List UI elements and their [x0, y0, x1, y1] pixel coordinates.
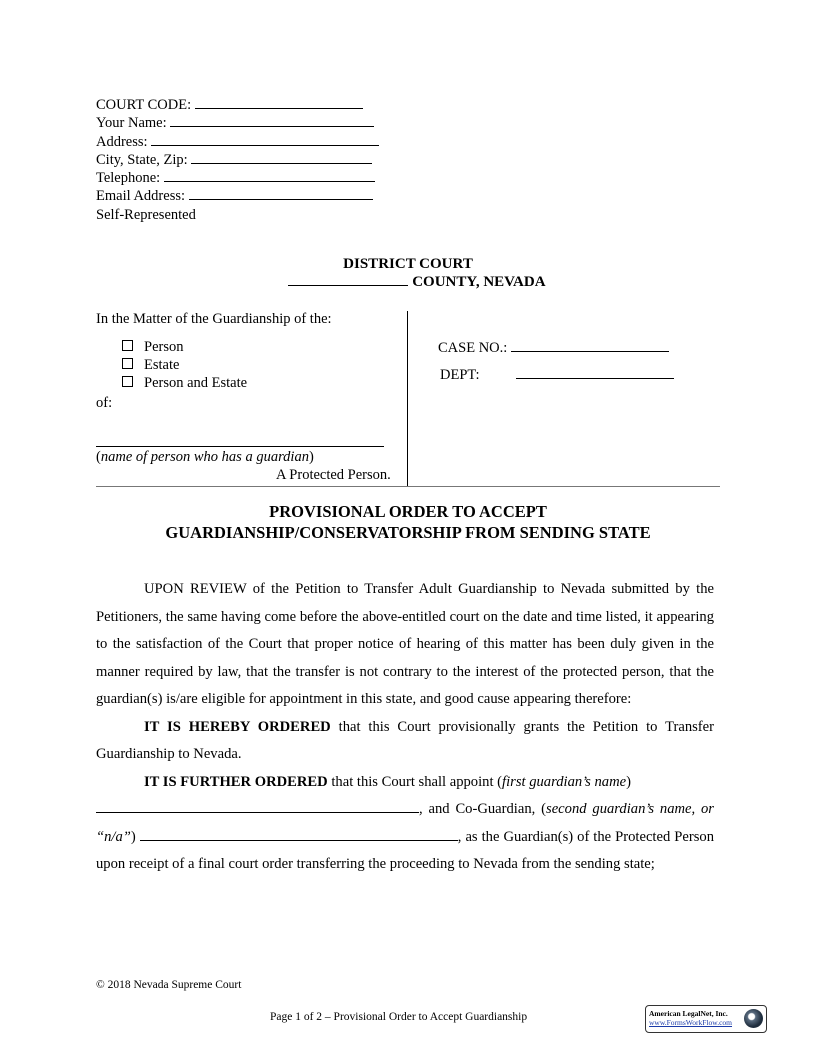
- title-line-2: GUARDIANSHIP/CONSERVATORSHIP FROM SENDING STATE: [165, 523, 651, 542]
- address-field[interactable]: [151, 133, 379, 146]
- hereby-ordered-text: that this Court provisionally grants the Petition to Transfer Guardianship to Nevada.: [96, 718, 714, 762]
- telephone-field[interactable]: [164, 169, 375, 182]
- first-guardian-field[interactable]: [96, 800, 419, 813]
- option-person-label: Person: [144, 339, 184, 355]
- district-court-title: DISTRICT COURT: [343, 256, 473, 272]
- document-title: [0, 501, 816, 543]
- your-name-row: [96, 114, 379, 132]
- court-code-field[interactable]: [195, 96, 363, 109]
- option-estate: [122, 357, 179, 374]
- title-line-1: PROVISIONAL ORDER TO ACCEPT: [269, 502, 547, 521]
- county-line: [18, 273, 816, 291]
- address-label: Address:: [96, 133, 148, 150]
- copyright: © 2018 Nevada Supreme Court: [96, 979, 242, 991]
- telephone-label: Telephone:: [96, 170, 161, 187]
- city-state-zip-field[interactable]: [191, 151, 372, 164]
- option-estate-label: Estate: [144, 357, 180, 373]
- further-ordered-text-e: , as the Guardian(s) of the Protected Person upon receipt of a final court order transferring the proceeding to Nevada from the sending state;: [96, 828, 714, 872]
- email-row: [96, 187, 379, 205]
- protected-person-name-field[interactable]: [96, 446, 384, 447]
- order-body: [96, 576, 714, 879]
- vendor-name: American LegalNet, Inc.: [649, 1009, 728, 1018]
- vendor-logo: [645, 1005, 767, 1033]
- hereby-ordered-paragraph: [96, 714, 714, 769]
- of-label: of:: [96, 395, 113, 411]
- matter-label: In the Matter of the Guardianship of the:: [96, 311, 332, 327]
- self-represented-label: Self-Represented: [96, 206, 196, 223]
- protected-person-label: A Protected Person.: [276, 467, 391, 483]
- city-state-zip-label: City, State, Zip:: [96, 151, 188, 168]
- email-label: Email Address:: [96, 188, 186, 205]
- review-paragraph: UPON REVIEW of the Petition to Transfer Adult Guardianship to Nevada submitted by the Petitioners, the same having come before the above-entitled court on the date and time listed, it appearing to the satisfaction of the Court that proper notice of hearing of this matter has been duly given in the manner required by law, that the transfer is not contrary to the interest of the protected person, that the guardian(s) is/are eligible for appointment in this state, and good cause appearing therefore:: [96, 581, 714, 707]
- page-footer: Page 1 of 2 – Provisional Order to Accept Guardianship: [270, 1011, 528, 1023]
- further-ordered-text-d: ): [130, 828, 136, 845]
- dept-label: DEPT:: [440, 367, 480, 383]
- filer-info-block: [96, 96, 379, 224]
- estate-checkbox[interactable]: [122, 358, 133, 369]
- court-code-label: COURT CODE:: [96, 97, 192, 113]
- court-code-row: [96, 96, 379, 114]
- globe-icon: [744, 1009, 763, 1028]
- email-field[interactable]: [189, 187, 373, 200]
- name-hint-text: name of person who has a guardian: [100, 449, 309, 465]
- case-no-field[interactable]: [511, 339, 669, 352]
- case-no-row: [438, 339, 669, 357]
- caption-divider-vertical: [407, 311, 408, 486]
- first-guardian-hint: first guardian’s name: [502, 773, 627, 790]
- address-row: [96, 133, 379, 151]
- option-person-and-estate-label: Person and Estate: [144, 375, 248, 391]
- caption-divider-horizontal: [96, 486, 720, 487]
- option-person-and-estate: [122, 375, 247, 392]
- option-person: [122, 339, 183, 356]
- further-ordered-text-a: that this Court shall appoint (: [327, 773, 503, 790]
- vendor-url: www.FormsWorkFlow.com: [649, 1018, 733, 1027]
- your-name-label: Your Name:: [96, 115, 167, 132]
- city-state-zip-row: [96, 151, 379, 169]
- hereby-ordered-label: IT IS HEREBY ORDERED: [144, 718, 331, 735]
- second-guardian-hint: second guardian’s name, or “n/a”: [96, 801, 714, 845]
- dept-row: [440, 366, 674, 384]
- case-no-label: CASE NO.:: [438, 340, 508, 356]
- further-ordered-text-c: , and Co-Guardian, (: [419, 801, 547, 817]
- second-guardian-field[interactable]: [140, 828, 458, 841]
- your-name-field[interactable]: [170, 114, 374, 127]
- further-ordered-label: IT IS FURTHER ORDERED: [144, 773, 328, 790]
- further-ordered-paragraph: [96, 769, 714, 879]
- county-label: COUNTY, NEVADA: [412, 274, 546, 290]
- court-name: [0, 256, 816, 291]
- further-ordered-text-b: ): [626, 773, 631, 790]
- dept-field[interactable]: [516, 366, 674, 379]
- person-checkbox[interactable]: [122, 340, 133, 351]
- county-field[interactable]: [288, 273, 408, 286]
- telephone-row: [96, 169, 379, 187]
- name-hint: (name of person who has a guardian): [96, 449, 314, 465]
- person-and-estate-checkbox[interactable]: [122, 376, 133, 387]
